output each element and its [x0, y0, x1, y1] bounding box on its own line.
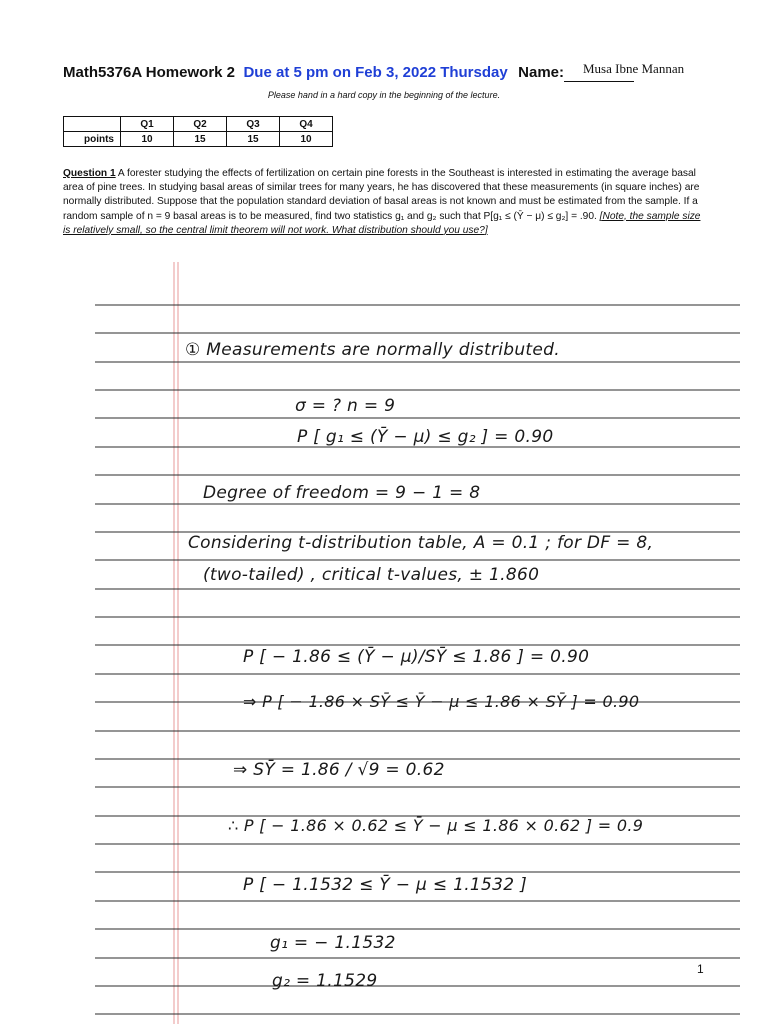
points-q4: 10: [280, 132, 333, 147]
handwritten-line-9: ⇒ SȲ = 1.86 / √9 = 0.62: [233, 760, 445, 780]
handwritten-line-13: g₂ = 1.1529: [272, 971, 378, 991]
question-1: [63, 167, 708, 238]
handwritten-line-12: g₁ = − 1.1532: [270, 933, 396, 953]
handwritten-line-1: ① Measurements are normally distributed.: [185, 340, 560, 360]
table-row: [64, 132, 333, 147]
handwritten-line-2: σ = ? n = 9: [295, 396, 396, 416]
table-header-q4: Q4: [280, 117, 333, 132]
homework-header: [63, 61, 743, 90]
question-label: Question 1: [63, 168, 116, 179]
handwritten-line-11: P [ − 1.1532 ≤ Ȳ − μ ≤ 1.1532 ]: [243, 875, 527, 895]
page-number: 1: [697, 962, 704, 976]
points-q2: 15: [174, 132, 227, 147]
name-label: Name:: [518, 64, 565, 81]
instruction-text: Please hand in a hard copy in the beginning of the lecture.: [267, 90, 501, 100]
points-q1: 10: [121, 132, 174, 147]
course-title: Math5376A Homework 2: [63, 64, 236, 81]
handwritten-line-5: Considering t-distribution table, A = 0.1 ; for DF = 8,: [188, 533, 654, 553]
student-name: Musa Ibne Mannan: [583, 61, 685, 76]
table-header-q3: Q3: [227, 117, 280, 132]
handwritten-line-10: ∴ P [ − 1.86 × 0.62 ≤ Ȳ − μ ≤ 1.86 × 0.62 ] = 0.9: [228, 816, 644, 835]
table-header-q1: Q1: [121, 117, 174, 132]
points-row-label: points: [64, 132, 121, 147]
points-q3: 15: [227, 132, 280, 147]
handwritten-line-4: Degree of freedom = 9 − 1 = 8: [203, 483, 481, 503]
handwritten-line-7: P [ − 1.86 ≤ (Ȳ − μ)/SȲ ≤ 1.86 ] = 0.90: [243, 647, 590, 667]
handwritten-line-8: ⇒ P [ − 1.86 × SȲ ≤ Ȳ − μ ≤ 1.86 × SȲ ] = 0.90: [243, 692, 640, 711]
handwritten-line-3: P [ g₁ ≤ (Ȳ − μ) ≤ g₂ ] = 0.90: [297, 427, 554, 447]
due-date: Due at 5 pm on Feb 3, 2022 Thursday: [243, 64, 508, 81]
table-header-blank: [64, 117, 121, 132]
table-header-row: [64, 117, 333, 132]
question-text: A forester studying the effects of fertilization on certain pine forests in the Southeast is interested in estimating the average basal area of pine trees. In studying basal areas of similar trees for many years, he has discovered that these measurements (in square inches) are normally distributed. Suppose that the population standard deviation of basal areas is not known and must be estimated from the sample. If a random sample of n = 9 basal areas is to be measured, find two statistics g₁ and g₂ such that P[g₁ ≤ (Ȳ − μ) ≤ g₂] = .90.: [63, 168, 700, 222]
handwritten-line-6: (two-tailed) , critical t-values, ± 1.860: [203, 565, 540, 585]
question-note: [Note, the sample size is relatively small, so the central limit theorem will not work. What distribution should you use?]: [63, 210, 701, 236]
table-header-q2: Q2: [174, 117, 227, 132]
points-table: [63, 116, 333, 147]
